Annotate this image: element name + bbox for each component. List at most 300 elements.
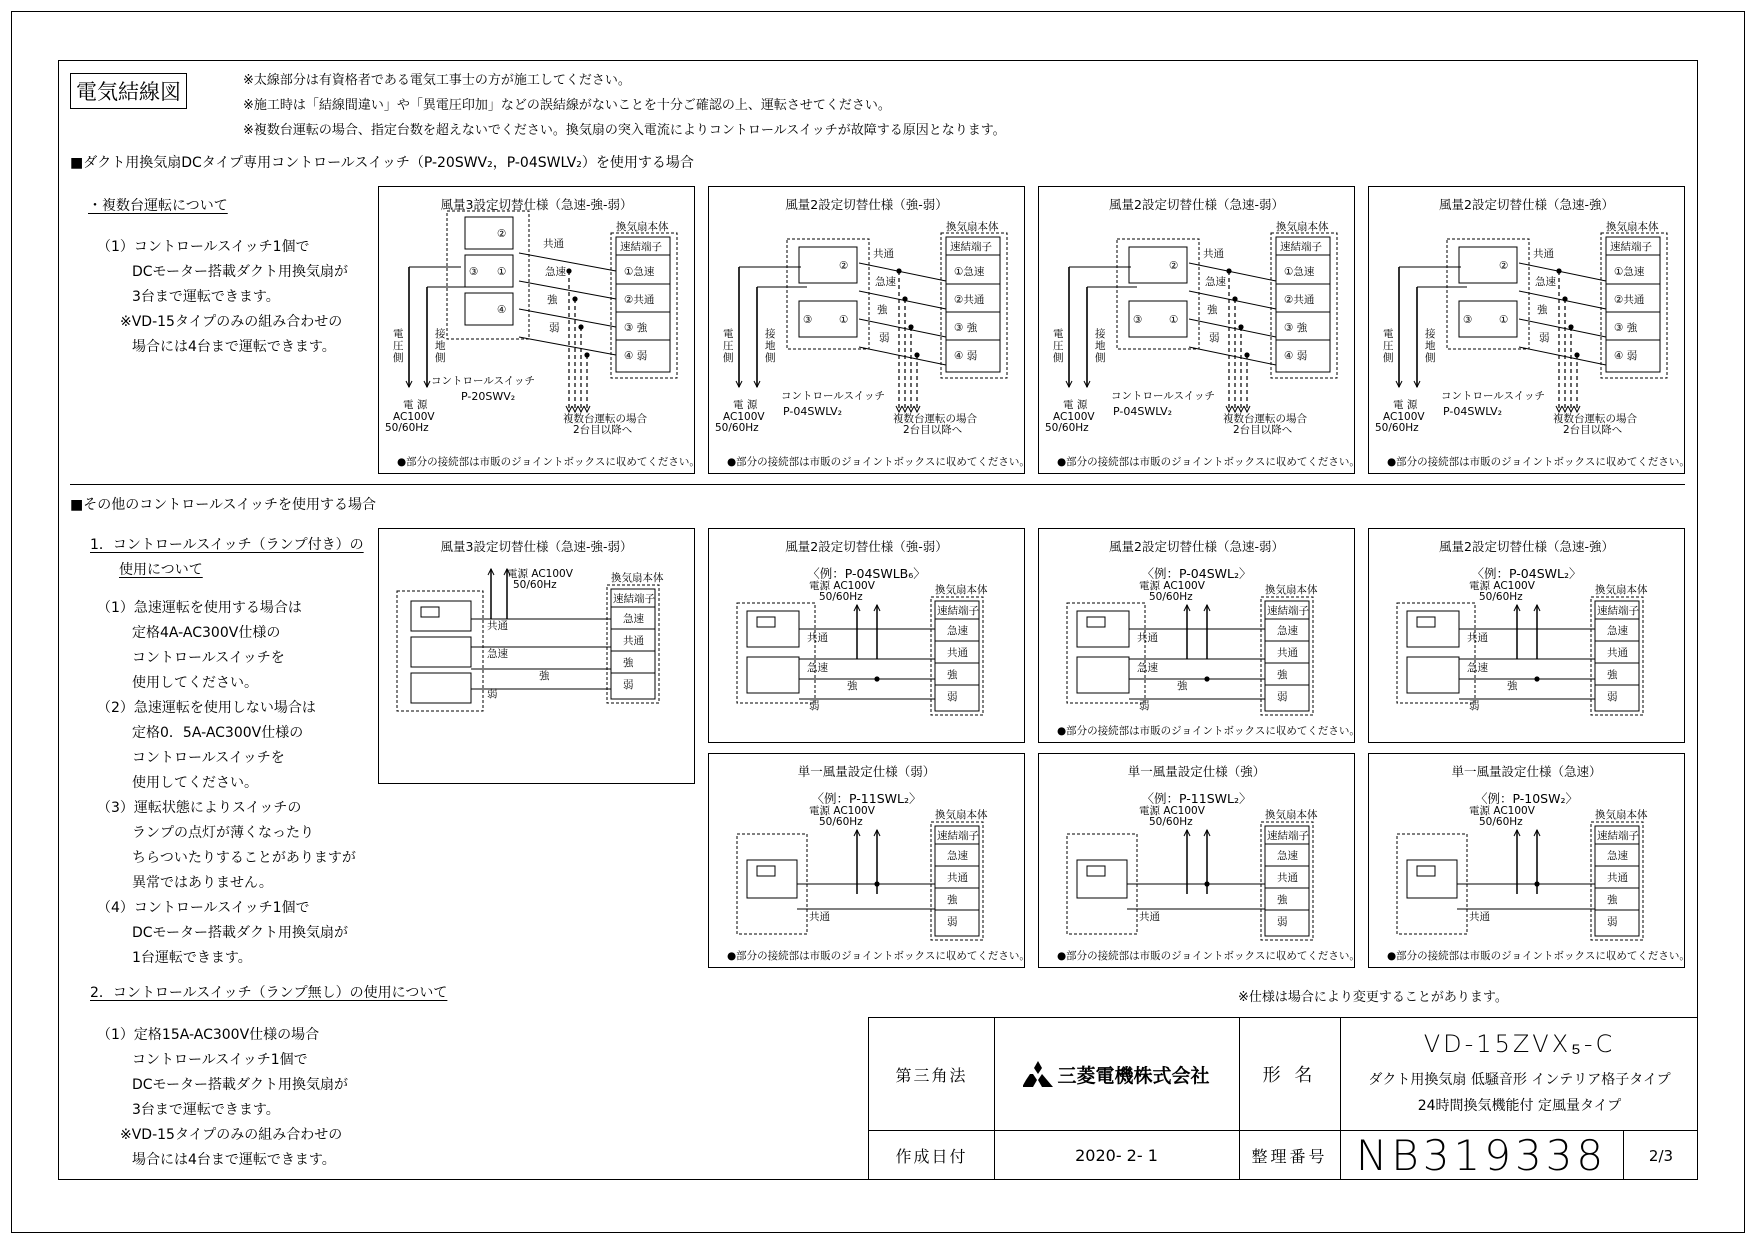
s2-sub2: 2．コントロールスイッチ（ランプ無し）の使用について (90, 985, 448, 1001)
multi-unit-label-2: 2台目以降へ (1563, 424, 1623, 436)
junction-dot (874, 676, 879, 681)
terminal-label: 急速 (1277, 625, 1298, 637)
s1-line-5: 場合には4台まで運転できます。 (132, 339, 336, 355)
ground-side-label: 側 (435, 352, 446, 364)
s2-l4: 使用してください。 (132, 675, 258, 691)
wire-line (859, 263, 946, 281)
terminal-label: ④ 弱 (1614, 350, 1638, 362)
power-hz: 50/60Hz (513, 579, 557, 591)
wire-label: 強 (847, 680, 858, 692)
s2-l12: 異常ではありません。 (132, 875, 273, 891)
terminal-label: ②共通 (954, 294, 985, 306)
switch-terminal: ② (839, 260, 849, 272)
s2-panel-4-wiring (1369, 529, 1686, 744)
voltage-side-label: 圧 (1053, 340, 1064, 352)
wire-label: 共通 (1533, 248, 1554, 260)
switch-terminal: ② (497, 228, 507, 240)
s2-panel-4 (1368, 528, 1685, 743)
wire-label: 弱 (1469, 700, 1480, 712)
ground-side-label: 地 (1425, 340, 1436, 352)
model-desc-1: ダクト用換気扇 低騒音形 インテリア格子タイプ (1368, 1072, 1671, 1088)
wire-label: 急速 (1467, 662, 1488, 674)
wire-label: 急速 (807, 662, 828, 674)
s1-panel-2-switch-label: コントロールスイッチ (781, 390, 886, 402)
voltage-side-label: 電 (393, 328, 404, 340)
wire-label: 共通 (1203, 248, 1224, 260)
lamp-icon (757, 866, 775, 876)
s2-panel-3-sub: 〈例：P-04SWL₂〉 (1141, 566, 1252, 581)
wire-line (519, 253, 616, 271)
unit-label: 換気扇本体 (1595, 809, 1648, 821)
s2-panel-1-title: 風量3設定切替仕様（急速-強-弱） (440, 539, 633, 554)
projection-label: 第三角法 (895, 1065, 968, 1085)
s1-line-3: 3台まで運転できます。 (132, 289, 280, 305)
terminal-label: ③ 強 (954, 322, 978, 334)
terminal-label: 弱 (1607, 916, 1618, 928)
s2-panel-6-title: 単一風量設定仕様（強） (1127, 764, 1266, 779)
power-label: 電源 AC100V (1139, 805, 1205, 817)
wire-line (1189, 263, 1276, 281)
multi-unit-label: 複数台運転の場合 (893, 413, 977, 425)
terminal-label: 急速 (1607, 625, 1628, 637)
title-block (868, 1017, 1698, 1180)
voltage-side-label: 側 (723, 352, 734, 364)
terminal-header: 速結端子 (950, 241, 992, 253)
terminal-label: ④ 弱 (954, 350, 978, 362)
switch-terminal: ③ (803, 314, 813, 326)
terminal-label: ①急速 (1614, 266, 1645, 278)
s1-panel-4 (1368, 186, 1690, 474)
terminal-label: 弱 (1277, 691, 1288, 703)
power-label: 電 源 (733, 399, 758, 411)
wire-line (1519, 291, 1606, 309)
voltage-side-label: 側 (1053, 352, 1064, 364)
section1-heading: ■ダクト用換気扇DCタイプ専用コントロールスイッチ（P-20SWV₂，P-04SWLV₂）を使用する場合 (70, 155, 694, 171)
ground-side-label: 地 (1095, 340, 1106, 352)
wire-label: 弱 (1139, 700, 1150, 712)
wire-label: 急速 (545, 266, 566, 278)
s1-line-1: （1）コントロールスイッチ1個で (97, 239, 310, 255)
s1-panel-3-wiring (1039, 187, 1356, 475)
wire-label: 急速 (1205, 276, 1226, 288)
date-label: 作成日付 (895, 1147, 968, 1166)
company-logo (994, 1018, 1239, 1130)
terminal-label: 急速 (947, 625, 968, 637)
section-divider (70, 484, 1685, 485)
lamp-switch (1407, 611, 1459, 647)
terminal-label: 強 (947, 894, 958, 906)
multi-unit-label: 複数台運転の場合 (1223, 413, 1307, 425)
voltage-side-label: 圧 (1383, 340, 1394, 352)
terminal-header: 速結端子 (937, 830, 979, 842)
multi-unit-label: 複数台運転の場合 (1553, 413, 1637, 425)
wire-label: 弱 (1539, 332, 1550, 344)
voltage-side-label: 側 (393, 352, 404, 364)
footer-note: ※仕様は場合により変更することがあります。 (1238, 990, 1508, 1005)
switch-terminal: ① (1499, 314, 1509, 326)
switch-terminal: ② (1169, 260, 1179, 272)
s1-panel-1-title: 風量3設定切替仕様（急速-強-弱） (440, 197, 633, 212)
s2-panel-2-sub: 〈例：P-04SWLB₆〉 (807, 566, 926, 581)
wire-line (1189, 347, 1276, 365)
terminal-label: 弱 (947, 691, 958, 703)
wire-line (519, 281, 616, 299)
power-hz: 50/60Hz (819, 816, 863, 828)
lamp-icon (1087, 617, 1105, 627)
wire-line (519, 337, 616, 355)
wire-line (1519, 263, 1606, 281)
switch-outline (1397, 603, 1475, 703)
switch-gang-2 (747, 657, 799, 693)
power-label: 電源 AC100V (1469, 580, 1535, 592)
wire-line (1189, 319, 1276, 337)
junction-dot (1204, 676, 1209, 681)
terminal-header: 速結端子 (1597, 605, 1639, 617)
s2-m3: DCモーター搭載ダクト用換気扇が (132, 1077, 348, 1093)
s2-l14: DCモーター搭載ダクト用換気扇が (132, 925, 348, 941)
switch-outline (447, 211, 529, 339)
power-label: 電源 AC100V (809, 805, 875, 817)
power-hz: 50/60Hz (1479, 591, 1523, 603)
s2-l5: （2）急速運転を使用しない場合は (97, 700, 316, 716)
s2-l11: ちらついたりすることがありますが (132, 850, 356, 866)
terminal-header: 速結端子 (620, 241, 662, 253)
switch-terminal: ① (1169, 314, 1179, 326)
power-hz: 50/60Hz (1479, 816, 1523, 828)
switch-terminal: ④ (497, 304, 507, 316)
terminal-label: 共通 (1607, 647, 1628, 659)
lamp-icon (1417, 866, 1435, 876)
diagram-title: 電気結線図 (70, 73, 187, 109)
lamp-icon (757, 617, 775, 627)
wire-label: 共通 (809, 911, 830, 923)
voltage-side-label: 側 (1383, 352, 1394, 364)
terminal-header: 速結端子 (1280, 241, 1322, 253)
s2-panel-6-note: ●部分の接続部は市販のジョイントボックスに収めてください。 (1057, 950, 1360, 962)
ground-side-label: 接 (1095, 328, 1106, 340)
junction-dot (1534, 676, 1539, 681)
s1-panel-1-switch-label: コントロールスイッチ (431, 375, 536, 387)
unit-label: 換気扇本体 (1606, 221, 1659, 233)
power-hz: 50/60Hz (819, 591, 863, 603)
wire-line (859, 319, 946, 337)
s2-panel-1-wiring (379, 529, 696, 785)
voltage-side-label: 電 (723, 328, 734, 340)
switch-terminal: ③ (1463, 314, 1473, 326)
junction-dot (1204, 881, 1209, 886)
s2-panel-7-sub: 〈例：P-10SW₂〉 (1475, 791, 1578, 806)
s1-panel-1 (378, 186, 700, 474)
s2-m5: ※VD-15タイプのみの組み合わせの (120, 1127, 343, 1143)
terminal-label: 共通 (947, 647, 968, 659)
terminal-label: 強 (1607, 894, 1618, 906)
s2-panel-7-title: 単一風量設定仕様（急速） (1451, 764, 1602, 779)
section2-heading: ■その他のコントロールスイッチを使用する場合 (70, 497, 376, 513)
wire-label: 共通 (1469, 911, 1490, 923)
s2-panel-7-note: ●部分の接続部は市販のジョイントボックスに収めてください。 (1387, 950, 1690, 962)
switch-gang-2 (1077, 657, 1129, 693)
terminal-label: 急速 (1607, 850, 1628, 862)
note-1: ※太線部分は有資格者である電気工事士の方が施工してください。 (243, 73, 631, 88)
s1-panel-2-title: 風量2設定切替仕様（強-弱） (785, 197, 948, 212)
terminal-label: 共通 (1277, 647, 1298, 659)
wire-label: 強 (1507, 680, 1518, 692)
terminal-header: 速結端子 (1610, 241, 1652, 253)
lamp-switch (1077, 611, 1129, 647)
power-label: 電 源 (403, 399, 428, 411)
wire-label: 共通 (1467, 632, 1488, 644)
terminal-header: 速結端子 (937, 605, 979, 617)
power-hz: 50/60Hz (1149, 591, 1193, 603)
s1-line-2: DCモーター搭載ダクト用換気扇が (132, 264, 348, 280)
s2-l9: （3）運転状態によりスイッチの (97, 800, 302, 816)
voltage-side-label: 圧 (723, 340, 734, 352)
terminal-header: 速結端子 (1597, 830, 1639, 842)
number-label: 整理番号 (1251, 1147, 1328, 1166)
voltage-side-label: 電 (1053, 328, 1064, 340)
switch-outline (1067, 603, 1145, 703)
wire-label: 弱 (1209, 332, 1220, 344)
s2-l3: コントロールスイッチを (132, 650, 285, 666)
wire-label: 急速 (487, 648, 508, 660)
power-hz: 50/60Hz (1149, 816, 1193, 828)
unit-label: 換気扇本体 (1276, 221, 1329, 233)
power-hz: 50/60Hz (715, 422, 759, 434)
s2-l13: （4）コントロールスイッチ1個で (97, 900, 310, 916)
s2-sub1b: 使用について (119, 562, 203, 578)
s2-l15: 1台運転できます。 (132, 950, 252, 966)
terminal-label: 共通 (1277, 872, 1298, 884)
s1-panel-2-note: ●部分の接続部は市販のジョイントボックスに収めてください。 (727, 456, 1030, 468)
terminal-label: 共通 (1607, 872, 1628, 884)
power-voltage: AC100V (1383, 411, 1425, 423)
wire-line (1519, 319, 1606, 337)
s2-panel-5-wiring (709, 754, 1026, 969)
ground-side-label: 接 (435, 328, 446, 340)
wire-line (519, 309, 616, 327)
s1-panel-3 (1038, 186, 1360, 474)
wire-label: 共通 (1139, 911, 1160, 923)
terminal-label: ②共通 (1614, 294, 1645, 306)
ground-side-label: 接 (1425, 328, 1436, 340)
wire-label: 急速 (875, 276, 896, 288)
terminal-header: 速結端子 (1267, 830, 1309, 842)
ground-side-label: 接 (765, 328, 776, 340)
terminal-label: 弱 (1277, 916, 1288, 928)
s2-panel-2-wiring (709, 529, 1026, 744)
voltage-side-label: 電 (1383, 328, 1394, 340)
s1-panel-3-switch-model: P-04SWLV₂ (1113, 405, 1173, 418)
s1-panel-4-switch-model: P-04SWLV₂ (1443, 405, 1503, 418)
unit-label: 換気扇本体 (935, 584, 988, 596)
terminal-header: 速結端子 (613, 593, 655, 605)
switch-outline (737, 603, 815, 703)
s2-panel-6-sub: 〈例：P-11SWL₂〉 (1141, 791, 1252, 806)
s2-l7: コントロールスイッチを (132, 750, 285, 766)
s1-panel-3-switch-label: コントロールスイッチ (1111, 390, 1216, 402)
date-value: 2020- 2- 1 (1075, 1146, 1158, 1165)
terminal-label: ④ 弱 (1284, 350, 1308, 362)
unit-label: 換気扇本体 (935, 809, 988, 821)
wire-label: 弱 (487, 688, 498, 700)
switch-gang-2 (1407, 657, 1459, 693)
junction-dot (874, 881, 879, 886)
terminal-label: 強 (1277, 894, 1288, 906)
switch-terminal: ③ (1133, 314, 1143, 326)
wire-label: 弱 (879, 332, 890, 344)
s2-panel-5-sub: 〈例：P-11SWL₂〉 (811, 791, 922, 806)
wire-label: 共通 (873, 248, 894, 260)
power-hz: 50/60Hz (1375, 422, 1419, 434)
wire-label: 弱 (549, 322, 560, 334)
wire-label: 強 (877, 304, 888, 316)
s1-panel-3-note: ●部分の接続部は市販のジョイントボックスに収めてください。 (1057, 456, 1360, 468)
terminal-label: 急速 (623, 613, 644, 625)
s2-panel-2-title: 風量2設定切替仕様（強-弱） (785, 539, 948, 554)
power-label: 電源 AC100V (1469, 805, 1535, 817)
ground-side-label: 側 (1095, 352, 1106, 364)
terminal-label: 弱 (947, 916, 958, 928)
s2-m1: （1）定格15A-AC300V仕様の場合 (97, 1027, 320, 1043)
terminal-label: ①急速 (624, 266, 655, 278)
power-voltage: AC100V (393, 411, 435, 423)
s2-panel-5-note: ●部分の接続部は市販のジョイントボックスに収めてください。 (727, 950, 1030, 962)
terminal-label: 共通 (947, 872, 968, 884)
s2-m2: コントロールスイッチ1個で (132, 1052, 308, 1068)
s1-panel-4-wiring (1369, 187, 1686, 475)
power-voltage: AC100V (1053, 411, 1095, 423)
switch-gang-3 (411, 673, 471, 703)
wire-line (859, 291, 946, 309)
wire-label: 強 (539, 670, 550, 682)
s1-panel-3-title: 風量2設定切替仕様（急速-弱） (1109, 197, 1284, 212)
s2-panel-4-sub: 〈例：P-04SWL₂〉 (1471, 566, 1582, 581)
power-hz: 50/60Hz (385, 422, 429, 434)
s2-sub1: 1．コントロールスイッチ（ランプ付き）の (90, 537, 364, 553)
multi-unit-label-2: 2台目以降へ (1233, 424, 1293, 436)
switch-gang-2 (411, 637, 471, 667)
unit-label: 換気扇本体 (616, 221, 669, 233)
power-label: 電 源 (1063, 399, 1088, 411)
switch-terminal: ① (839, 314, 849, 326)
s1-panel-1-wiring (379, 187, 696, 475)
wire-line (1189, 291, 1276, 309)
note-3: ※複数台運転の場合、指定台数を超えないでください。換気扇の突入電流によりコントロールスイッチが故障する原因となります。 (243, 123, 1006, 138)
unit-label: 換気扇本体 (1265, 809, 1318, 821)
terminal-label: ②共通 (1284, 294, 1315, 306)
terminal-label: ③ 強 (1614, 322, 1638, 334)
power-label: 電源 AC100V (809, 580, 875, 592)
power-label: 電 源 (1393, 399, 1418, 411)
lamp-switch (411, 601, 471, 631)
s1-panel-4-switch-label: コントロールスイッチ (1441, 390, 1546, 402)
s2-panel-3-wiring (1039, 529, 1356, 744)
s2-l2: 定格4A-AC300V仕様の (132, 625, 281, 641)
unit-label: 換気扇本体 (1595, 584, 1648, 596)
power-label: 電源 AC100V (507, 568, 573, 580)
ground-side-label: 側 (1425, 352, 1436, 364)
switch-terminal: ③ (469, 266, 479, 278)
model-number: VD-15ZVX₅-C (1423, 1029, 1616, 1058)
s1-panel-2 (708, 186, 1030, 474)
lamp-icon (1417, 617, 1435, 627)
terminal-label: 強 (947, 669, 958, 681)
s2-panel-5 (708, 753, 1030, 968)
terminal-label: 共通 (623, 635, 644, 647)
junction-dot (1534, 881, 1539, 886)
power-hz: 50/60Hz (1045, 422, 1089, 434)
multi-unit-label-2: 2台目以降へ (903, 424, 963, 436)
mitsubishi-logo-icon (1023, 1061, 1053, 1087)
lamp-switch (747, 611, 799, 647)
terminal-label: ①急速 (1284, 266, 1315, 278)
s2-panel-3-note: ●部分の接続部は市販のジョイントボックスに収めてください。 (1057, 725, 1360, 737)
ground-side-label: 側 (765, 352, 776, 364)
wire-label: 強 (547, 294, 558, 306)
multi-unit-label-2: 2台目以降へ (573, 424, 633, 436)
terminal-header: 速結端子 (1267, 605, 1309, 617)
lamp-icon (421, 607, 439, 617)
s2-panel-3-title: 風量2設定切替仕様（急速-弱） (1109, 539, 1284, 554)
unit-label: 換気扇本体 (1265, 584, 1318, 596)
unit-label: 換気扇本体 (611, 572, 664, 584)
switch-terminal: ① (497, 266, 507, 278)
s2-l8: 使用してください。 (132, 775, 258, 791)
s2-panel-7 (1368, 753, 1690, 968)
multi-heading: ・複数台運転について (88, 198, 228, 214)
terminal-label: ③ 強 (624, 322, 648, 334)
terminal-label: 弱 (1607, 691, 1618, 703)
terminal-label: 強 (623, 657, 634, 669)
page-number: 2/3 (1648, 1146, 1674, 1165)
lamp-icon (1087, 866, 1105, 876)
unit-label: 換気扇本体 (946, 221, 999, 233)
s2-panel-2 (708, 528, 1025, 743)
s1-panel-4-title: 風量2設定切替仕様（急速-強） (1439, 197, 1614, 212)
model-desc-2: 24時間換気機能付 定風量タイプ (1417, 1098, 1622, 1114)
power-voltage: AC100V (723, 411, 765, 423)
terminal-label: 急速 (947, 850, 968, 862)
wire-label: 強 (1207, 304, 1218, 316)
s1-panel-2-wiring (709, 187, 1026, 475)
s1-panel-4-note: ●部分の接続部は市販のジョイントボックスに収めてください。 (1387, 456, 1690, 468)
s1-panel-2-switch-model: P-04SWLV₂ (783, 405, 843, 418)
s2-panel-3 (1038, 528, 1360, 743)
terminal-label: 強 (1277, 669, 1288, 681)
terminal-label: ②共通 (624, 294, 655, 306)
terminal-label: ①急速 (954, 266, 985, 278)
wire-label: 急速 (1137, 662, 1158, 674)
wire-label: 強 (1537, 304, 1548, 316)
s2-panel-6-wiring (1039, 754, 1356, 969)
ground-side-label: 地 (435, 340, 446, 352)
company-name: 三菱電機株式会社 (1057, 1064, 1210, 1087)
s1-panel-1-switch-model: P-20SWV₂ (461, 390, 516, 403)
s2-panel-7-wiring (1369, 754, 1686, 969)
s2-m4: 3台まで運転できます。 (132, 1102, 280, 1118)
wire-label: 共通 (807, 632, 828, 644)
wire-label: 急速 (1535, 276, 1556, 288)
s2-l1: （1）急速運転を使用する場合は (97, 600, 302, 616)
wire-line (1519, 347, 1606, 365)
switch-terminal: ② (1499, 260, 1509, 272)
multi-unit-label: 複数台運転の場合 (563, 413, 647, 425)
s2-m6: 場合には4台まで運転できます。 (132, 1152, 336, 1168)
terminal-label: 急速 (1277, 850, 1298, 862)
wire-label: 共通 (487, 620, 508, 632)
s2-panel-6 (1038, 753, 1360, 968)
wire-label: 強 (1177, 680, 1188, 692)
